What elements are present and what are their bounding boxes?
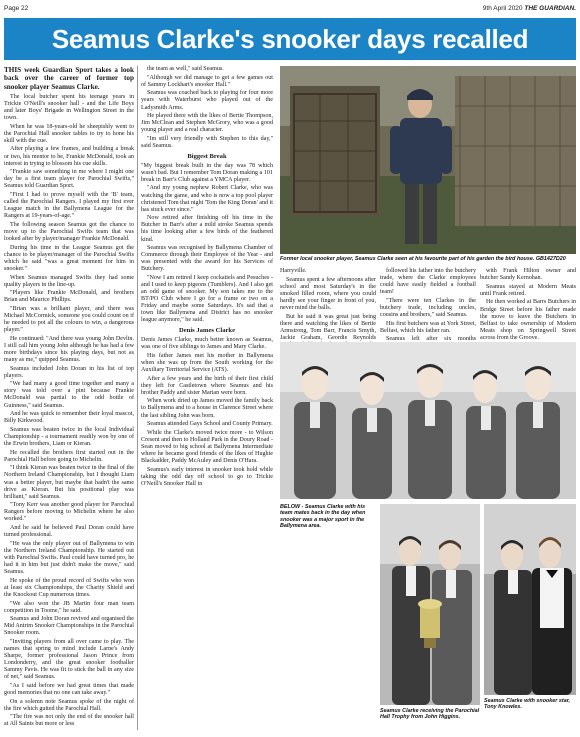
- article-paragraph: When work dried up James moved the family back to Ballymena and to a house in Clarence Street where the last sibling John was born.: [141, 398, 273, 419]
- article-paragraph: He then worked at Barrs Butchers in Bridge Street before his father made the move to leave the Butchers in Belfast to take ownership of Modern Meats shop on Springwell Street across from the Groove.: [480, 299, 576, 341]
- article-paragraph: Seamus left after six months: [386, 336, 476, 343]
- article-paragraph: with Frank Hilton owner and butcher Sandy Kernohan.: [480, 268, 576, 282]
- masthead: THE GUARDIAN.: [524, 5, 576, 12]
- article-column-1: [4, 66, 134, 730]
- article-paragraph: Harryville.: [280, 268, 307, 274]
- article-paragraph: "We had many a good time together and many a story was told over a pint because Frankie McDonald was partial to the odd bottle of Guinness," said Seamus.: [4, 381, 134, 409]
- article-paragraph: "Im still very friendly with Stephen to this day," said Seamus.: [141, 135, 273, 149]
- article-lead: THIS week Guardian Sport takes a look back over the career of former top snooker player Seamus Clarke.: [4, 66, 134, 91]
- article-paragraph: "As I said before we had great times that made good memories that no one can take away.": [4, 682, 134, 697]
- article-paragraph: When he was 18-years-old he sheepishly went to the Parochial Hall snooker tables to try to hone his skill with the cue.: [4, 123, 134, 144]
- article-paragraph: His father James met his mother in Ballymena when she was up from the South working for the Auxiliary Territorial Service (ATS).: [141, 352, 273, 373]
- article-paragraph: "And my young nephew Robert Clarke, who was watching the game, and who is now a top pool player christened Tom that night 'Tom the King Doran' and it has stuck ever since.": [141, 185, 273, 213]
- article-paragraph: "Tony Kerr was another good player for Parochial Rangers before moving to Michelin where he also worked.": [4, 502, 134, 523]
- article-paragraph: He recalled the brothers first started out in the Parochial Hall before going to Michelin.: [4, 449, 134, 463]
- article-paragraph: Seamus attended Gays School and County Primary.: [147, 421, 273, 428]
- article-paragraph: Seamus was beaten twice in the local Individual Championship - a tournament readily won by one of the Erwin brothers, Liam or Kieran.: [4, 426, 134, 448]
- photo-knowles: [484, 504, 576, 695]
- article-paragraph: He continued: "And there was young John Devlin. I still call him young John although he has had a few more birthdays since his playing days, but not as many as me," quipped Seamus.: [4, 335, 134, 363]
- date-text: 9th April 2020: [482, 5, 523, 12]
- headline: Seamus Clarke's snooker days recalled: [51, 23, 529, 54]
- article-paragraph: The following season Seamus got the chance to move up to the Parochial Swifts team that was looked after by player/manager Frankie McDonald.: [4, 221, 134, 242]
- article-paragraph: And he said he believed Paul Doran could have turned professional.: [4, 525, 134, 539]
- article-paragraph: "My biggest break built in the day was 78 which wasn't bad. But I remember Tom Doran making a 101 break in Barr's Club against a YMCA player.: [141, 162, 273, 183]
- trophy-photo-image: [380, 504, 480, 705]
- article-paragraph: Seamus's early interest in snooker took hold while taking the odd day off school to go to Trickie O'Neill's Snooker Hall in: [141, 466, 273, 487]
- article-paragraph: Denis James Clarke, much better known as Seamus, was one of five siblings to James and Mary Clarke.: [141, 337, 273, 351]
- subheading-denis-james-clarke: Denis James Clarke: [178, 327, 236, 335]
- article-paragraph: When Seamus managed Swifts they had some quality players in the line-up.: [4, 274, 134, 288]
- subheading-biggest-break: Biggest Break: [187, 153, 227, 161]
- article-paragraph: His first butchers was at York Street, Belfast, which his father ran.: [380, 320, 476, 334]
- page-number: Page 22: [4, 5, 29, 12]
- article-paragraph: And he was quick to remember their loyal mascot, Billy Kirkwood.: [4, 411, 134, 425]
- article-paragraph: "Brian was a brilliant player, and there was Michael McCormick, someone you could count on if he needed to pot all the colours to win, a dangerous player.": [4, 305, 134, 334]
- article-paragraph: He played there with the likes of Bertie Thompson, Jim McClean and Stephen McGrory, who was a good young player and a real character.: [141, 113, 273, 134]
- article-paragraph: "Inviting players from all over came to play. The names that spring to mind include Larne's Andy Sharpe, former professional Jason Prince from Londonderry, and the great snooker footballer Sammy Pavis. He was fit to stick the ball in any size of net," said Seamus.: [4, 639, 134, 681]
- column-2-paragraphs: [141, 66, 273, 150]
- article-paragraph: During his time in the League Seamus got the chance to be player/manager of the Parochial Swifts which he said "was a great moment for him in snooker.": [4, 244, 134, 272]
- article-paragraph: While the Clarke's moved twice more - to Wilson Cresent and then to Holland Park in the Doury Road - Sean moved to big school at Ballymena Intermediate where he became good friends of the likes of Hughie Blackadder, Paddy McAuley and Denis O'Hara.: [141, 429, 273, 465]
- article-paragraph: "I think Kieran was beaten twice in the final of the Northern Ireland Championship, but I thought Liam was a better player, but maybe that hadn't the same drive as Kieran. But his positional play was brilliant," said Seamus.: [4, 465, 134, 500]
- article-paragraph: After a few years and the birth of their first child they left for Castletown where Seamus and his brother Paddy and sister Marian were born.: [141, 375, 273, 396]
- article-paragraph: "There were ten Clarkes in the butchery trade, including uncles, cousins and brothers," said Seamus.: [380, 297, 476, 318]
- article-paragraph: "Frankie saw something in me where I might one day be a first team player for Parochial Swifts," Seamus told Guardian Sport.: [4, 169, 134, 190]
- page-header: [4, 5, 576, 14]
- photo-team: [280, 342, 576, 499]
- column-2c-paragraphs: [141, 337, 273, 488]
- garden-photo-image: [280, 66, 576, 254]
- article-column-2: [141, 66, 273, 536]
- garden-photo-caption: Former local snooker player, Seamus Clarke seen at his favourite part of his garden the bird house. GB1427D20: [280, 256, 566, 262]
- article-paragraph: Seamus and John Doran revived and organised the Mid Antrim Snooker Championships in the Parochial Snooker room.: [4, 616, 134, 637]
- photo-trophy: [380, 504, 480, 705]
- article-paragraph: "He was the only player out of Ballymena to win the Northern Ireland Championship. He started out with Parochial Swifts. Paul could have turned pro, he had it in him but just didn't make the move," said Seamus.: [4, 540, 134, 576]
- team-photo-caption: [280, 504, 376, 530]
- article-paragraph: He spoke of the proud record of Swifts who won at least six Championships, the Charity Shield and the Knockout Cup numerous times.: [4, 577, 134, 598]
- article-paragraph: "The fire was not only the end of the snooker hall at All Saints but more or less: [4, 714, 134, 728]
- photo-garden: [280, 66, 576, 254]
- article-column-3: [280, 268, 376, 340]
- article-paragraph: the team as well," said Seamus.: [147, 66, 224, 72]
- article-paragraph: But he said it was great just being there and watching the likes of Bertie Armstrong, Tom Barr, Francis Smyth, Jackie Graham, Geordie Reynolds: [280, 313, 376, 341]
- article-paragraph: "Although we did manage to get a few games out of Sammy Lockhart's snooker Hall.": [141, 74, 273, 88]
- column-1-paragraphs: [4, 94, 134, 729]
- knowles-photo-caption: Seamus Clarke with snooker star, Tony Knowles.: [484, 698, 570, 711]
- article-paragraph: The local butcher spent his teenage years in Trickie O'Neill's snooker hall - and the Life Boys and later Boys' Brigade in Wellington Street in the town.: [4, 93, 134, 122]
- issue-date: [483, 5, 576, 12]
- team-photo-image: [280, 342, 576, 499]
- article-paragraph: followed his father into the butchery trade, where the Clarke employees could have easily fielded a football team!: [380, 268, 476, 296]
- article-paragraph: "Now I am retired I keep cockatiels and Pesuches - and I used to keep pigeons (Tumblers). And I also get an odd game of snooker. My son takes me to the BT/PO Club where I go for a frame or two on a Friday and maybe some Saturdays. It's sad that a town like Ballymena and District has no snooker league anymore," he said.: [141, 275, 273, 324]
- article-paragraph: After playing a few frames, and building a break or two, his mentor to be, Frankie McDonald, took an interest in trying to blossom his cue skills.: [4, 146, 134, 167]
- article-paragraph: "We also won the JB Martin four man team competition in Toome," he said.: [4, 600, 134, 614]
- article-paragraph: Seamus was recognised by Ballymena Chamber of Commerce through their Employee of the Year - and was presented with the award for his Services of Butchery.: [141, 245, 273, 273]
- article-column-5: [480, 268, 576, 340]
- article-paragraph: Now retired after finishing off his time in the Butcher in Barr's after a mild stroke Seamus spends his time looking after a few birds of the feathered kind.: [141, 215, 273, 243]
- knowles-photo-image: [484, 504, 576, 695]
- column-2b-paragraphs: [141, 163, 273, 325]
- article-paragraph: On a solemn note Seamus spoke of the night of the fire which gutted the Parochial Hall.: [4, 698, 134, 712]
- article-paragraph: Seamus spent a few afternoons after school and most Saturday's in the smoked filled room, where you could hardly see your finger in front of you, never mind the balls.: [280, 276, 376, 311]
- article-paragraph: Seamus was coached back to playing for four more years with Waterburst who played out of the Ladysmith Arms.: [141, 90, 273, 111]
- article-paragraph: Seamus stayed at Modern Meats until Frank retired.: [480, 283, 576, 297]
- article-column-4: [380, 268, 476, 343]
- headline-banner: [4, 18, 576, 60]
- column-rule: [137, 66, 138, 730]
- trophy-photo-caption: Seamus Clarke receiving the Parochial Hall Trophy from John Higgins.: [380, 708, 480, 721]
- team-caption-text: BELOW - Seamus Clarke with his team mates back in the day when snooker was a major sport in the Ballymena area.: [280, 504, 366, 530]
- article-paragraph: "First I had to prove myself with the 'B' team, called the Parochial Rangers. I played my first ever League match in the Ballymena League for the Rangers at 19-years-of-age.": [4, 192, 134, 220]
- article-paragraph: "Players like Frankie McDonald, and brothers Brian and Maurice Phillips.: [4, 290, 134, 304]
- article-paragraph: Seamus included John Doran in his list of top players.: [4, 365, 134, 379]
